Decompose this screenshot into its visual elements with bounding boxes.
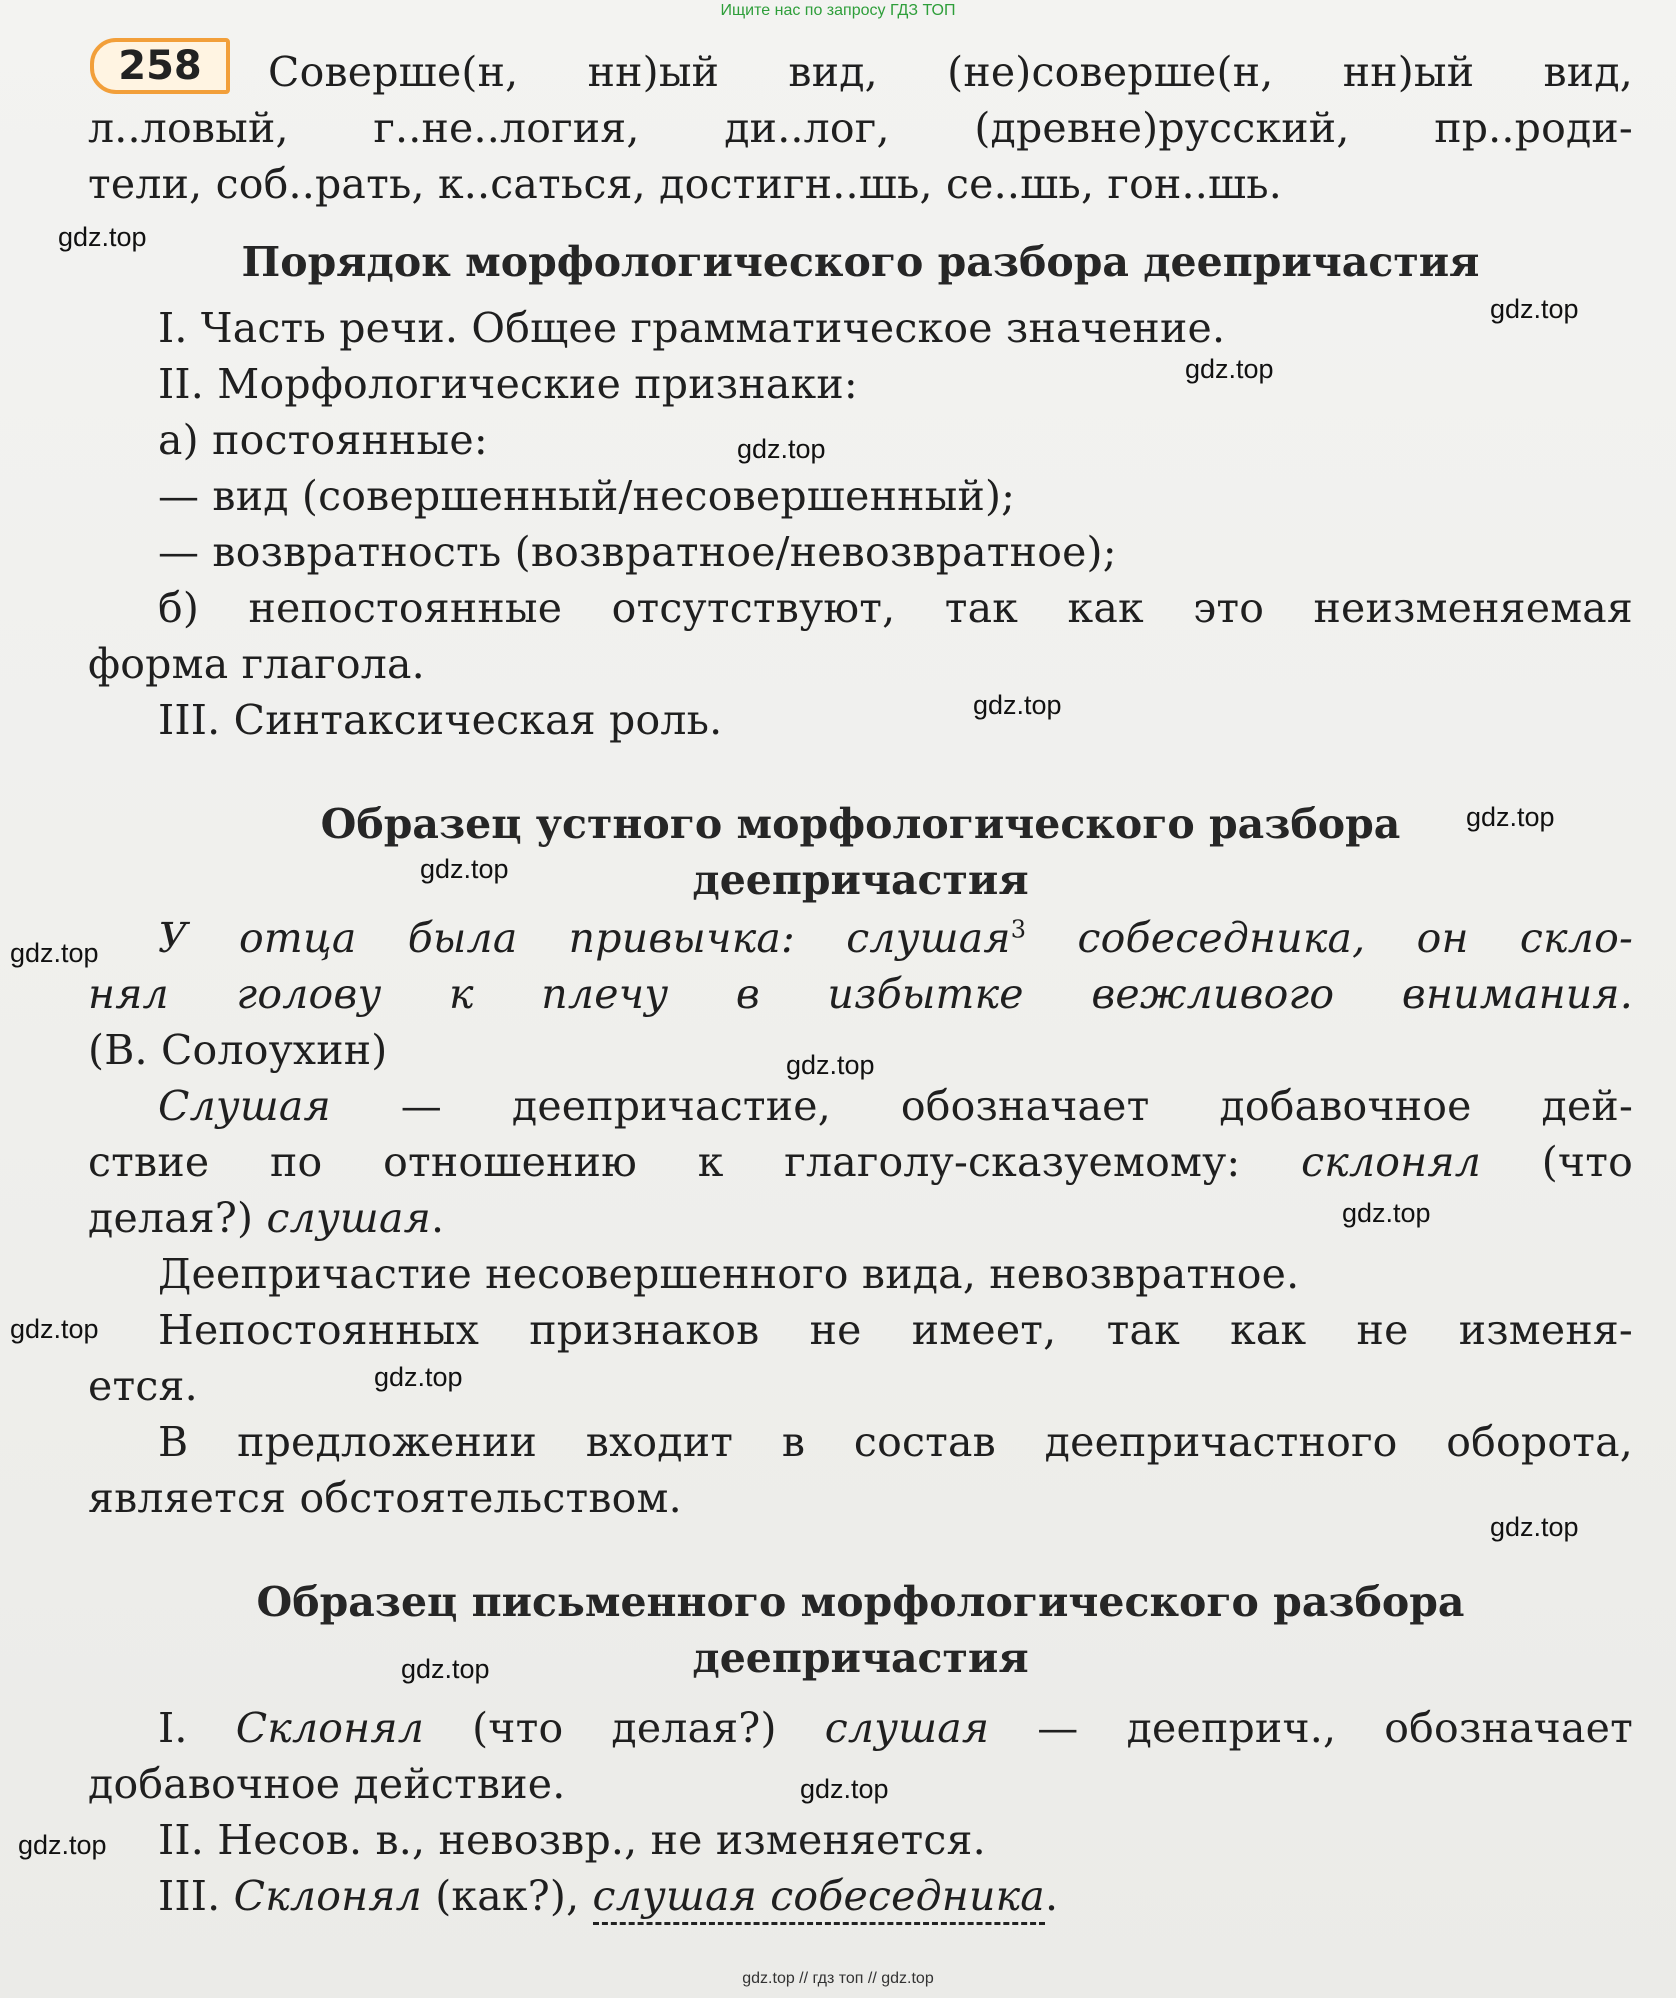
analysis-line — [158, 1078, 1633, 1134]
watermark: gdz.top — [10, 1314, 99, 1344]
written-text: (что делая?) — [424, 1704, 825, 1752]
analysis-line: Непостоянных признаков не имеет, так как не изменя- — [158, 1306, 1633, 1354]
gerund-word: слушая — [824, 1704, 990, 1752]
analysis-text: (что — [1481, 1138, 1633, 1186]
watermark: gdz.top — [1490, 1512, 1579, 1542]
quote-text: собеседника, он скло- — [1026, 914, 1634, 962]
analysis-line: В предложении входит в состав деепричастного оборота, — [158, 1418, 1633, 1466]
analysis-text: ствие по отношению к глаголу-сказуемому: — [88, 1138, 1302, 1186]
gerund-phrase: слушая собеседника — [593, 1872, 1045, 1925]
watermark: gdz.top — [1466, 802, 1555, 832]
section3-title-line2: деепричастия — [692, 1634, 1029, 1682]
exercise-number-badge — [90, 38, 230, 94]
watermark: gdz.top — [737, 434, 826, 464]
watermark: gdz.top — [1342, 1198, 1431, 1228]
section2-title-line2: деепричастия — [692, 856, 1029, 904]
section1-line: а) постоянные: — [158, 416, 488, 464]
gerund-word: слушая — [266, 1194, 431, 1242]
section2-title-line1: Образец устного морфологического разбора — [320, 800, 1401, 848]
section1-title: Порядок морфологического разбора деепричастия — [241, 238, 1480, 286]
analysis-text: делая?) — [88, 1194, 267, 1242]
analysis-line: является обстоятельством. — [88, 1474, 682, 1522]
watermark: gdz.top — [1490, 294, 1579, 324]
top-banner: Ищите нас по запросу ГДЗ ТОП — [720, 2, 956, 19]
watermark: gdz.top — [973, 690, 1062, 720]
exercise-line: Соверше(н, нн)ый вид, (не)соверше(н, нн)ый вид, — [268, 48, 1633, 96]
quote-line — [88, 966, 1633, 1022]
exercise-line: тели, соб..рать, к..саться, достигн..шь, се..шь, гон..шь. — [88, 160, 1283, 208]
analysis-line: Деепричастие несовершенного вида, невозвратное. — [158, 1250, 1300, 1298]
quote-text: У отца была привычка: слушая — [158, 914, 1011, 962]
written-line: II. Несов. в., невозвр., не изменяется. — [158, 1816, 986, 1864]
watermark: gdz.top — [1185, 354, 1274, 384]
written-line — [158, 1868, 1633, 1924]
watermark: gdz.top — [10, 938, 99, 968]
written-line — [158, 1700, 1633, 1756]
section1-line: б) непостоянные отсутствуют, так как это неизменяемая — [158, 584, 1633, 632]
footnote-mark: 3 — [1010, 915, 1027, 944]
written-text: . — [1044, 1872, 1059, 1920]
analysis-text: . — [430, 1194, 445, 1242]
watermark: gdz.top — [800, 1774, 889, 1804]
section1-line: — вид (совершенный/несовершенный); — [158, 472, 1016, 520]
written-text: (как?), — [421, 1872, 593, 1920]
verb-word: Склонял — [233, 1872, 422, 1920]
section1-line: III. Синтаксическая роль. — [158, 696, 723, 744]
section3-title-line1: Образец письменного морфологического разбора — [256, 1578, 1465, 1626]
analysis-line — [88, 1134, 1633, 1190]
watermark: gdz.top — [401, 1654, 490, 1684]
watermark: gdz.top — [58, 222, 147, 252]
quote-text: нял голову к плечу в избытке вежливого внимания. — [88, 970, 1633, 1018]
section1-line: — возвратность (возвратное/невозвратное); — [158, 528, 1117, 576]
gerund-word: Слушая — [158, 1082, 331, 1130]
exercise-number: 258 — [118, 43, 202, 89]
written-text: — дееприч., обозначает — [989, 1704, 1633, 1752]
analysis-line: ется. — [88, 1362, 198, 1410]
written-line: добавочное действие. — [88, 1760, 566, 1808]
verb-word: склонял — [1301, 1138, 1482, 1186]
watermark: gdz.top — [18, 1830, 107, 1860]
section1-line: II. Морфологические признаки: — [158, 360, 858, 408]
quote-author: (В. Солоухин) — [88, 1026, 388, 1074]
section1-line: I. Часть речи. Общее грамматическое значение. — [158, 304, 1226, 352]
quote-line — [158, 910, 1633, 966]
watermark: gdz.top — [420, 854, 509, 884]
exercise-line: л..ловый, г..не..логия, ди..лог, (древне)русский, пр..роди- — [88, 104, 1633, 152]
written-text: I. — [158, 1704, 236, 1752]
bottom-banner: gdz.top // гдз топ // gdz.top — [742, 1970, 934, 1987]
analysis-text: — деепричастие, обозначает добавочное дей- — [330, 1082, 1633, 1130]
section1-line: форма глагола. — [88, 640, 425, 688]
verb-word: Склонял — [235, 1704, 425, 1752]
watermark: gdz.top — [786, 1050, 875, 1080]
written-text: III. — [158, 1872, 234, 1920]
watermark: gdz.top — [374, 1362, 463, 1392]
